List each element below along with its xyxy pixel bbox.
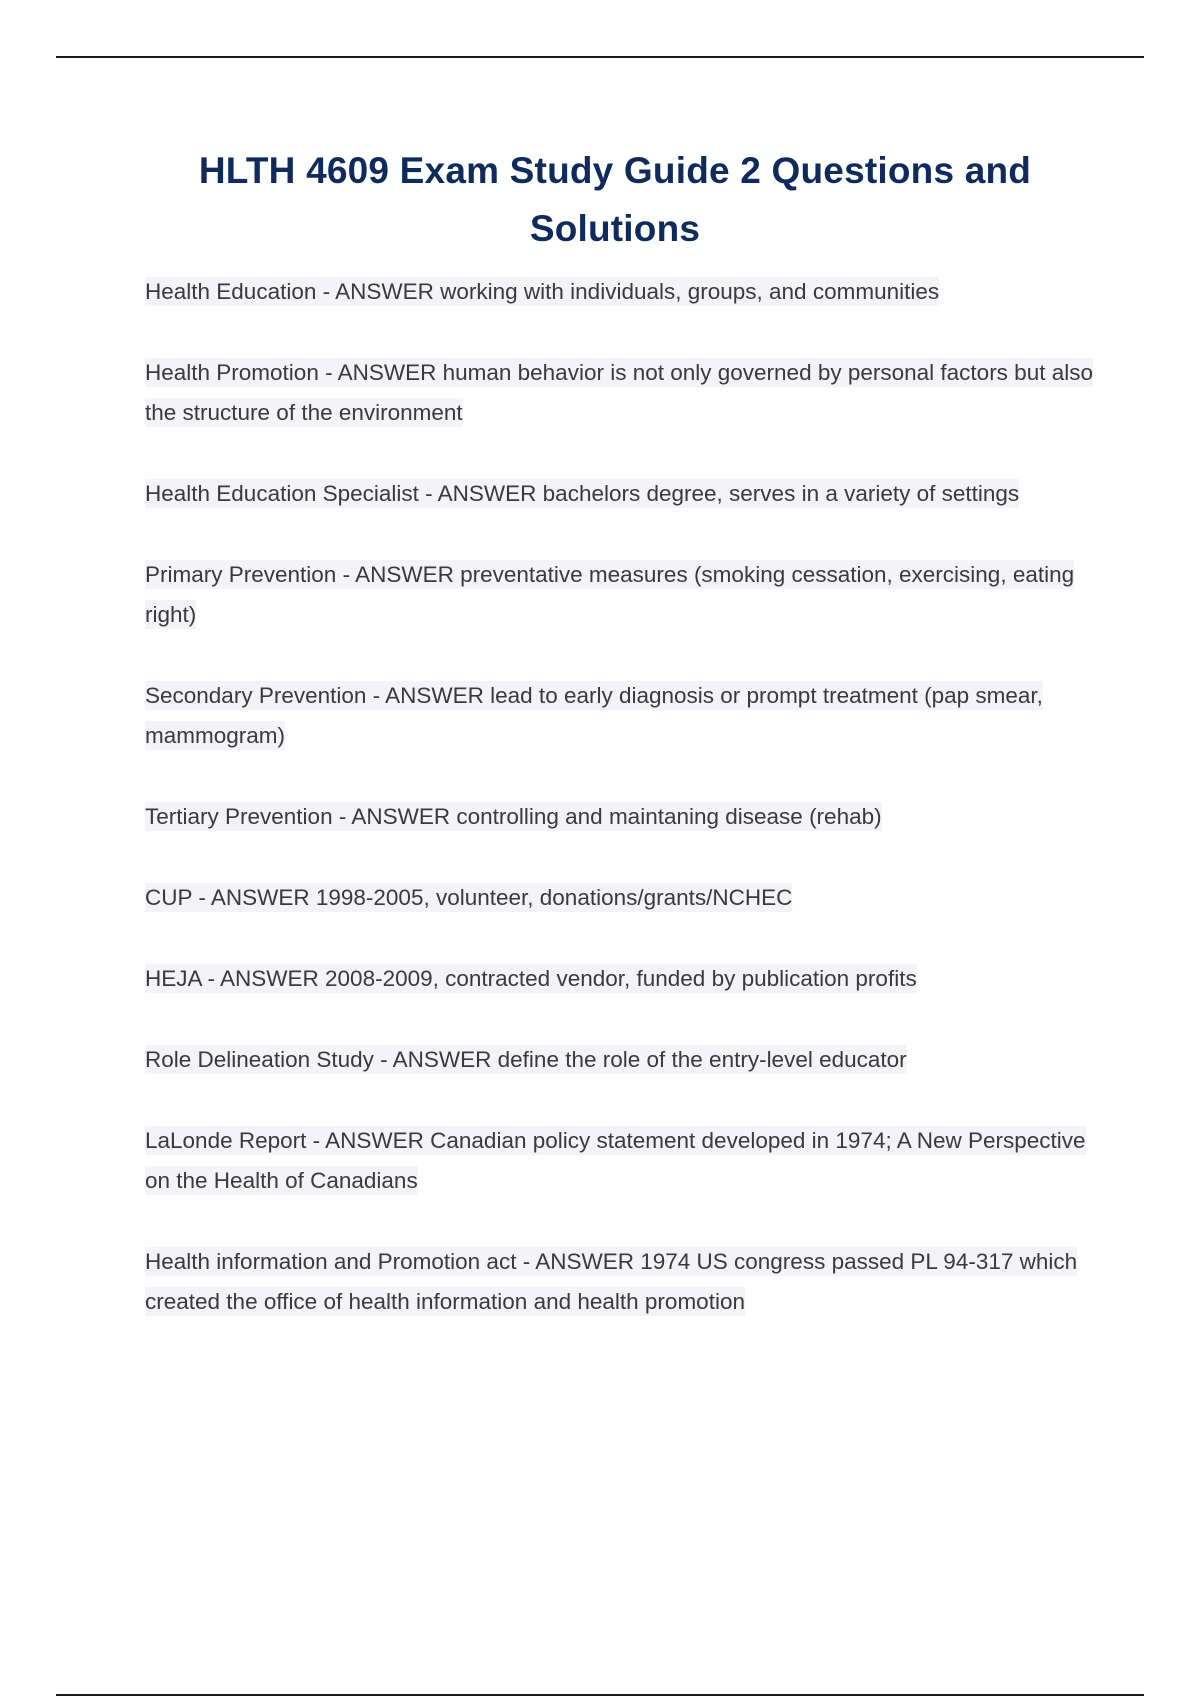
top-rule — [56, 56, 1144, 58]
document-title: HLTH 4609 Exam Study Guide 2 Questions and Solutions — [198, 150, 1032, 249]
qa-item-text: CUP - ANSWER 1998-2005, volunteer, donations/grants/NCHEC — [145, 885, 793, 910]
qa-item-text: HEJA - ANSWER 2008-2009, contracted vendor, funded by publication profits — [145, 966, 917, 991]
qa-item — [145, 1040, 1095, 1080]
qa-item-text: Health Education Specialist - ANSWER bachelors degree, serves in a variety of settings — [145, 481, 1020, 506]
qa-item-text: Health Education - ANSWER working with individuals, groups, and communities — [145, 279, 940, 304]
qa-item — [145, 959, 1095, 999]
qa-item-text: Health Promotion - ANSWER human behavior is not only governed by personal factors but also the structure of the environment — [145, 360, 1093, 425]
qa-item — [145, 474, 1095, 514]
qa-item-text: LaLonde Report - ANSWER Canadian policy statement developed in 1974; A New Perspective on the Health of Canadians — [145, 1128, 1086, 1193]
qa-item — [145, 676, 1095, 756]
qa-item-text: Tertiary Prevention - ANSWER controlling and maintaning disease (rehab) — [145, 804, 882, 829]
qa-item — [145, 555, 1095, 635]
qa-item — [145, 878, 1095, 918]
qa-item-text: Primary Prevention - ANSWER preventative measures (smoking cessation, exercising, eating right) — [145, 562, 1075, 627]
qa-item — [145, 1121, 1095, 1201]
qa-item-text: Secondary Prevention - ANSWER lead to early diagnosis or prompt treatment (pap smear, mammogram) — [145, 683, 1043, 748]
qa-item — [145, 353, 1095, 433]
bottom-rule — [56, 1694, 1144, 1696]
qa-item — [145, 272, 1095, 312]
qa-item — [145, 797, 1095, 837]
qa-item — [145, 1242, 1095, 1322]
qa-list — [145, 272, 1095, 1363]
qa-item-text: Health information and Promotion act - ANSWER 1974 US congress passed PL 94-317 which created the office of health information and health promotion — [145, 1249, 1078, 1314]
qa-item-text: Role Delineation Study - ANSWER define the role of the entry-level educator — [145, 1047, 907, 1072]
